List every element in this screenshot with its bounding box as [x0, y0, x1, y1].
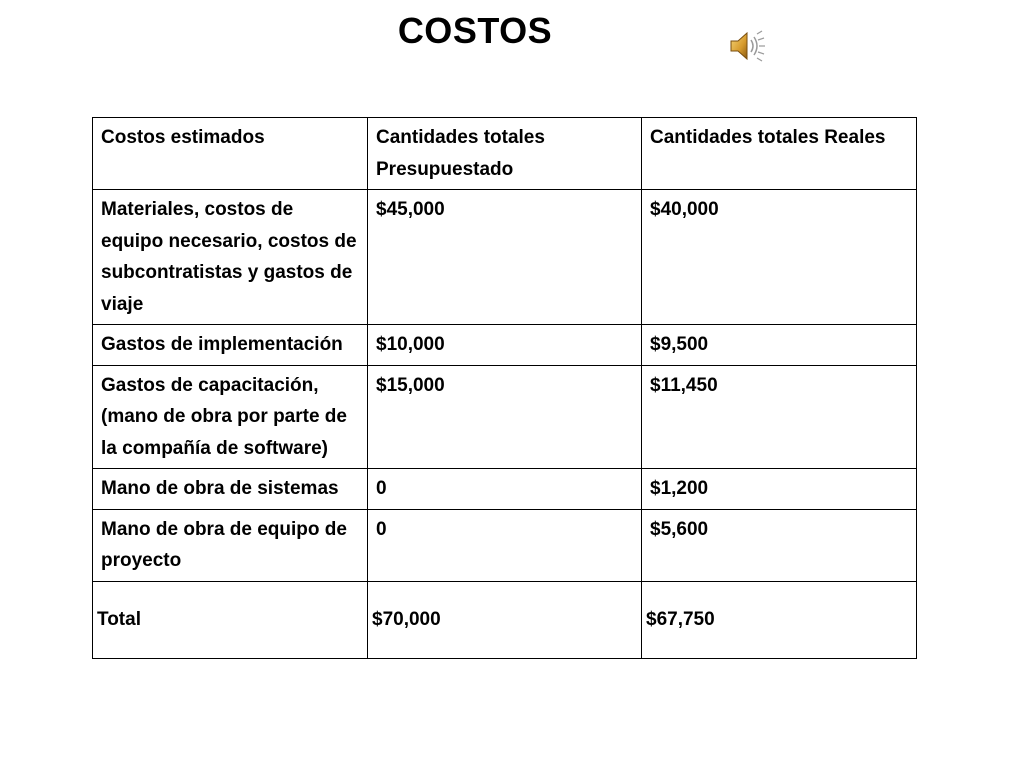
table-row	[93, 469, 917, 510]
total-label: Total	[97, 608, 141, 630]
cost-item: Gastos de implementación	[93, 325, 368, 366]
speaker-icon[interactable]	[728, 28, 766, 64]
costs-table	[92, 117, 917, 659]
actual-value: $1,200	[642, 469, 917, 510]
total-label-cell	[93, 581, 368, 658]
budgeted-value: 0	[368, 469, 642, 510]
total-budgeted: $70,000	[372, 608, 441, 630]
total-actual-cell	[642, 581, 917, 658]
table-row	[93, 190, 917, 325]
table-row	[93, 325, 917, 366]
budgeted-value: $45,000	[368, 190, 642, 325]
budgeted-value: $15,000	[368, 365, 642, 469]
actual-value: $40,000	[642, 190, 917, 325]
table-row	[93, 365, 917, 469]
actual-value: $11,450	[642, 365, 917, 469]
table-row	[93, 509, 917, 581]
actual-value: $5,600	[642, 509, 917, 581]
table-total-row	[93, 581, 917, 658]
header-estimated-costs: Costos estimados	[93, 118, 368, 190]
budgeted-value: $10,000	[368, 325, 642, 366]
cost-item: Mano de obra de equipo de proyecto	[93, 509, 368, 581]
cost-item: Materiales, costos de equipo necesario, costos de subcontratistas y gastos de viaje	[93, 190, 368, 325]
total-actual: $67,750	[646, 608, 715, 630]
table-header-row	[93, 118, 917, 190]
total-budgeted-cell	[368, 581, 642, 658]
cost-item: Mano de obra de sistemas	[93, 469, 368, 510]
cost-item: Gastos de capacitación, (mano de obra por parte de la compañía de software)	[93, 365, 368, 469]
budgeted-value: 0	[368, 509, 642, 581]
actual-value: $9,500	[642, 325, 917, 366]
header-budgeted: Cantidades totales Presupuestado	[368, 118, 642, 190]
page-title: COSTOS	[397, 10, 553, 51]
header-actual: Cantidades totales Reales	[642, 118, 917, 190]
